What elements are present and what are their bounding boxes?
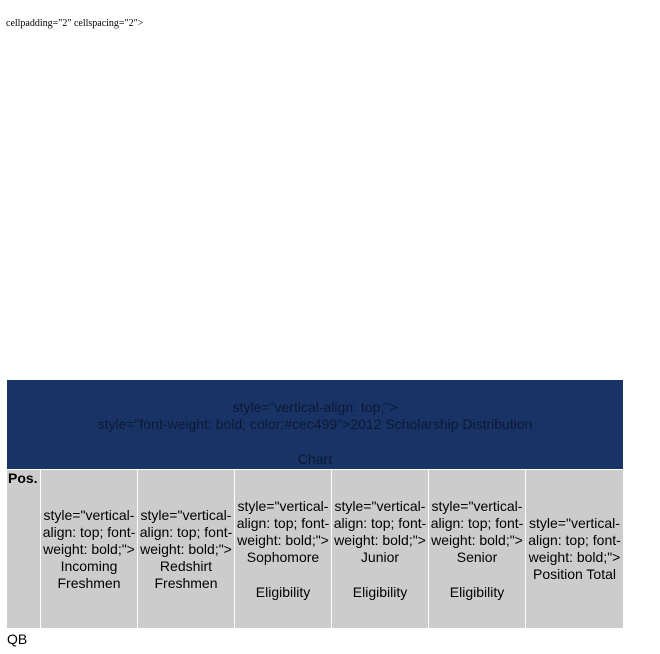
header-sophomore <box>235 470 331 628</box>
header-incoming-freshmen <box>41 470 137 628</box>
header-sub: Eligibility <box>449 583 505 600</box>
banner-line-3: Chart <box>297 451 333 467</box>
header-main: style="vertical-align: top; font-weight: bold;"> Sophomore <box>236 497 330 565</box>
header-main: style="vertical-align: top; font-weight: bold;"> Junior <box>333 497 427 565</box>
table-banner <box>7 380 623 469</box>
empty-cell <box>526 629 623 647</box>
banner-line-2: style="font-weight: bold; color:#cec499">2012 Scholarship Distribution <box>97 416 533 432</box>
header-main: style="vertical-align: top; font-weight: bold;"> Incoming Freshmen <box>42 506 136 591</box>
empty-cell <box>41 629 137 647</box>
header-main: style="vertical-align: top; font-weight: bold;"> Position Total <box>528 515 621 582</box>
empty-cell <box>235 629 331 647</box>
scholarship-table <box>6 379 624 648</box>
header-row <box>7 470 623 628</box>
header-sub: Eligibility <box>255 583 311 600</box>
row-pos-qb: QB <box>7 631 28 647</box>
header-main: style="vertical-align: top; font-weight: bold;"> Redshirt Freshmen <box>139 506 233 591</box>
header-redshirt-freshmen <box>138 470 234 628</box>
table-row <box>7 629 623 647</box>
header-pos: Pos. <box>7 470 40 628</box>
header-senior <box>429 470 525 628</box>
header-position-total <box>526 470 623 628</box>
banner-row <box>7 380 623 469</box>
header-junior <box>332 470 428 628</box>
header-main: style="vertical-align: top; font-weight: bold;"> Senior <box>430 497 524 565</box>
empty-cell <box>138 629 234 647</box>
header-sub: Eligibility <box>352 583 408 600</box>
banner-line-1: style="vertical-align: top;"> <box>232 399 398 415</box>
empty-cell <box>429 629 525 647</box>
empty-cell <box>332 629 428 647</box>
stray-markup-text: cellpadding="2" cellspacing="2"> <box>6 18 144 29</box>
